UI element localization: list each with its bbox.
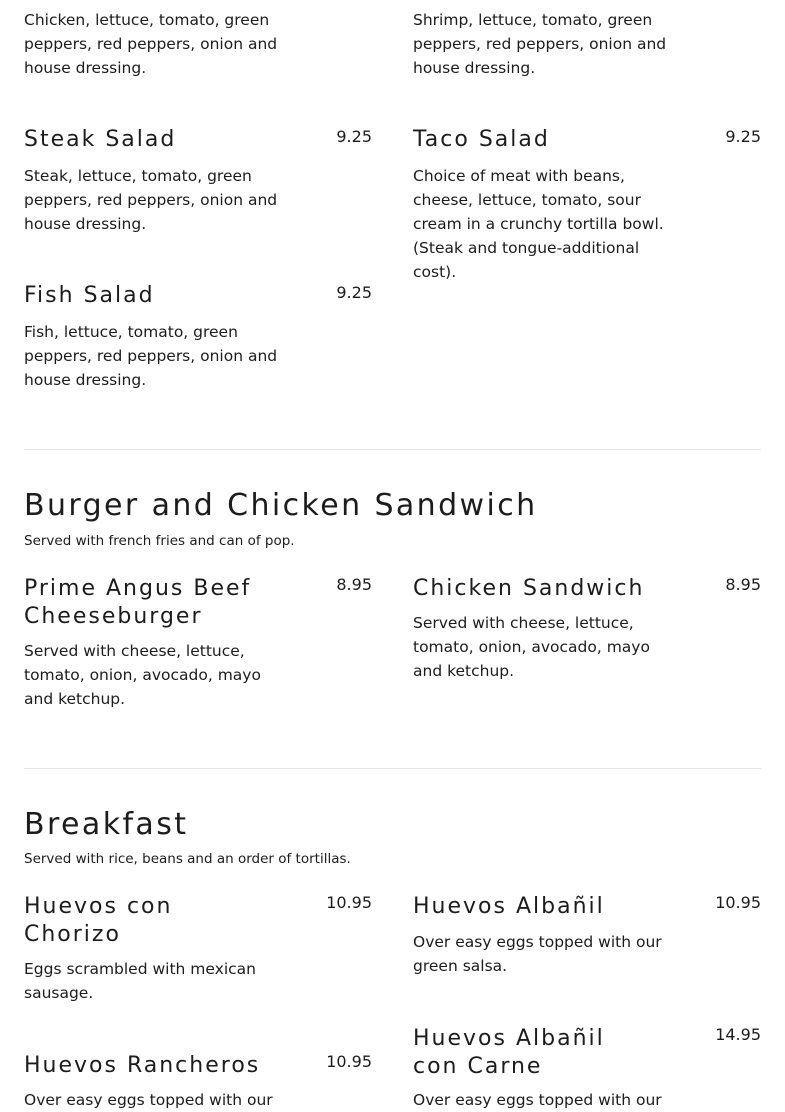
item-price: 9.25 (725, 127, 761, 146)
menu-item-huevos-albanil-con-carne (413, 1025, 713, 1081)
item-description: Eggs scrambled with mexican sausage. (24, 960, 256, 1002)
item-name: Taco Salad (413, 127, 550, 152)
item-name: Huevos Rancheros (24, 1053, 261, 1078)
item-description: Over easy eggs topped with our green salsa. (413, 933, 662, 975)
item-name: Chicken Sandwich (413, 576, 645, 601)
item-name: Steak Salad (24, 127, 177, 152)
section-title-breakfast: Breakfast (24, 807, 189, 842)
menu-item-chicken-sandwich (413, 575, 713, 603)
chicken-salad-description: Chicken, lettuce, tomato, green peppers, red peppers, onion and house dressing. (24, 11, 278, 77)
item-name: Huevos Albañil (413, 894, 605, 919)
section-divider (24, 768, 761, 769)
item-price: 9.25 (336, 127, 372, 146)
menu-item-cheeseburger (24, 575, 324, 631)
menu-item-huevos-rancheros (24, 1052, 324, 1080)
item-description: Served with cheese, lettuce, tomato, onion, avocado, mayo and ketchup. (24, 642, 261, 708)
item-description: Over easy eggs topped with our (413, 1091, 662, 1109)
item-description: Over easy eggs topped with our (24, 1091, 273, 1109)
section-subtitle-burger: Served with french fries and can of pop. (24, 533, 295, 549)
section-subtitle-breakfast: Served with rice, beans and an order of tortillas. (24, 851, 351, 867)
item-name-line2: con Carne (413, 1054, 543, 1079)
menu-item-huevos-albanil (413, 893, 713, 921)
item-name: Fish Salad (24, 283, 155, 308)
shrimp-salad-description: Shrimp, lettuce, tomato, green peppers, red peppers, onion and house dressing. (413, 11, 667, 77)
item-name-line2: Cheeseburger (24, 604, 203, 629)
item-description: Served with cheese, lettuce, tomato, onion, avocado, mayo and ketchup. (413, 614, 650, 680)
item-description: Choice of meat with beans, cheese, lettuce, tomato, sour cream in a crunchy tortilla bowl. (Steak and tongue-additional cost). (413, 167, 664, 281)
item-description: Steak, lettuce, tomato, green peppers, red peppers, onion and house dressing. (24, 167, 278, 233)
item-description: Fish, lettuce, tomato, green peppers, red peppers, onion and house dressing. (24, 323, 278, 389)
item-name-line2: Chorizo (24, 922, 121, 947)
item-price: 10.95 (326, 1052, 372, 1071)
menu-item-huevos-con-chorizo (24, 893, 324, 949)
item-price: 8.95 (725, 575, 761, 594)
item-price: 9.25 (336, 283, 372, 302)
item-price: 10.95 (715, 893, 761, 912)
section-title-burger: Burger and Chicken Sandwich (24, 488, 538, 523)
item-price: 8.95 (336, 575, 372, 594)
item-name-line1: Huevos con (24, 894, 173, 919)
item-price: 14.95 (715, 1025, 761, 1044)
item-price: 10.95 (326, 893, 372, 912)
section-divider (24, 449, 761, 450)
item-name-line1: Huevos Albañil (413, 1026, 605, 1051)
item-name-line1: Prime Angus Beef (24, 576, 252, 601)
